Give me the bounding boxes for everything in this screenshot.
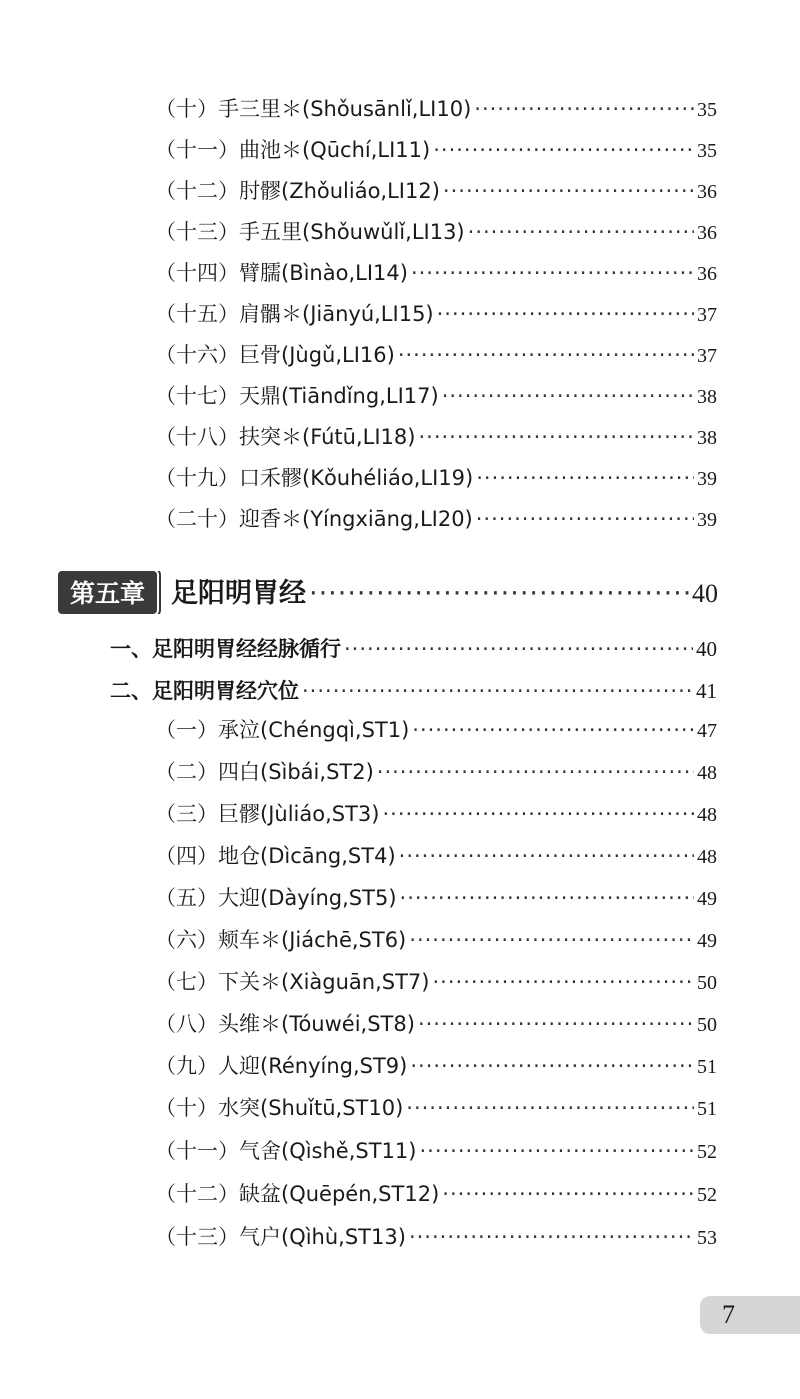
toc-entry-label: （七）下关＊(Xiàguān,ST7) — [155, 970, 430, 994]
toc-entry-page: 36 — [697, 263, 717, 285]
leader-dots — [442, 384, 694, 408]
leader-dots — [377, 760, 694, 784]
chapter-page: 40 — [692, 579, 718, 608]
toc-entry[interactable] — [155, 1221, 717, 1251]
leader-dots — [411, 261, 694, 285]
toc-entry-label: （十五）肩髃＊(Jiānyú,LI15) — [155, 302, 434, 326]
toc-section-label: 一、足阳明胃经经脉循行 — [110, 637, 341, 661]
toc-entry-label: （一）承泣(Chéngqì,ST1) — [155, 718, 410, 742]
leader-dots — [409, 1225, 694, 1249]
leader-dots — [468, 220, 694, 244]
toc-entry-page: 51 — [697, 1098, 717, 1120]
toc-entry-label: （十二）肘髎(Zhǒuliáo,LI12) — [155, 179, 440, 203]
toc-entry-page: 35 — [697, 140, 717, 162]
toc-entry[interactable] — [155, 756, 717, 786]
toc-entry[interactable] — [155, 134, 717, 164]
leader-dots — [400, 886, 694, 910]
leader-dots — [309, 578, 689, 609]
toc-entry-label: （四）地仓(Dìcāng,ST4) — [155, 844, 396, 868]
toc-entry-page: 37 — [697, 345, 717, 367]
toc-entry-page: 52 — [697, 1184, 717, 1206]
toc-entry-page: 48 — [697, 762, 717, 784]
toc-entry[interactable] — [155, 714, 717, 744]
toc-entry-label: （十二）缺盆(Quēpén,ST12) — [155, 1182, 440, 1206]
toc-entry-label: （十六）巨骨(Jùgǔ,LI16) — [155, 343, 395, 367]
toc-entry[interactable] — [155, 1135, 717, 1165]
leader-dots — [433, 970, 695, 994]
toc-entry-label: （十八）扶突＊(Fútū,LI18) — [155, 425, 416, 449]
toc-entry-page: 47 — [697, 720, 717, 742]
leader-dots — [433, 138, 694, 162]
toc-entry[interactable] — [155, 1008, 717, 1038]
toc-entry-label: （九）人迎(Rényíng,ST9) — [155, 1054, 408, 1078]
toc-entry-label: （八）头维＊(Tóuwéi,ST8) — [155, 1012, 415, 1036]
toc-entry-page: 48 — [697, 846, 717, 868]
toc-entry[interactable] — [155, 339, 717, 369]
toc-entry-page: 36 — [697, 181, 717, 203]
toc-entry-label: （十一）气舍(Qìshě,ST11) — [155, 1139, 417, 1163]
leader-dots — [443, 179, 694, 203]
toc-entry-label: （十七）天鼎(Tiāndǐng,LI17) — [155, 384, 439, 408]
toc-entry-page: 39 — [697, 509, 717, 531]
toc-entry[interactable] — [155, 798, 717, 828]
toc-entry-label: （五）大迎(Dàyíng,ST5) — [155, 886, 397, 910]
toc-section-page: 41 — [696, 679, 717, 703]
toc-entry-page: 49 — [697, 930, 717, 952]
leader-dots — [412, 718, 694, 742]
leader-dots — [474, 97, 694, 121]
toc-entry-label: （十四）臂臑(Bìnào,LI14) — [155, 261, 408, 285]
leader-dots — [399, 844, 694, 868]
toc-entry[interactable] — [155, 840, 717, 870]
toc-entry-page: 39 — [697, 468, 717, 490]
leader-dots — [476, 507, 694, 531]
toc-section-page: 40 — [696, 637, 717, 661]
toc-entry-page: 38 — [697, 427, 717, 449]
leader-dots — [409, 928, 694, 952]
page-number-tab — [700, 1296, 800, 1334]
toc-entry[interactable] — [155, 924, 717, 954]
toc-entry[interactable] — [155, 421, 717, 451]
leader-dots — [406, 1096, 694, 1120]
leader-dots — [419, 1139, 694, 1163]
toc-entry[interactable] — [155, 882, 717, 912]
chapter-heading[interactable] — [58, 571, 718, 614]
toc-entry-page: 51 — [697, 1056, 717, 1078]
toc-entry[interactable] — [155, 503, 717, 533]
leader-dots — [398, 343, 694, 367]
toc-entry[interactable] — [155, 175, 717, 205]
toc-entry[interactable] — [155, 257, 717, 287]
leader-dots — [344, 637, 693, 661]
leader-dots — [476, 466, 694, 490]
toc-entry-page: 36 — [697, 222, 717, 244]
toc-entry-page: 38 — [697, 386, 717, 408]
toc-entry-label: （十）手三里＊(Shǒusānlǐ,LI10) — [155, 97, 472, 121]
toc-section[interactable] — [110, 675, 717, 705]
toc-entry-page: 48 — [697, 804, 717, 826]
toc-entry-label: （二）四白(Sìbái,ST2) — [155, 760, 374, 784]
toc-entry-page: 52 — [697, 1141, 717, 1163]
leader-dots — [410, 1054, 694, 1078]
toc-entry-label: （十）水突(Shuǐtū,ST10) — [155, 1096, 404, 1120]
page-number: 7 — [722, 1300, 735, 1329]
toc-entry-label: （十一）曲池＊(Qūchí,LI11) — [155, 138, 431, 162]
leader-dots — [437, 302, 694, 326]
leader-dots — [302, 679, 693, 703]
toc-entry-label: （三）巨髎(Jùliáo,ST3) — [155, 802, 380, 826]
toc-entry[interactable] — [155, 1092, 717, 1122]
toc-entry[interactable] — [155, 380, 717, 410]
toc-entry-label: （十三）气户(Qìhù,ST13) — [155, 1225, 406, 1249]
toc-entry[interactable] — [155, 1178, 717, 1208]
toc-entry-label: （六）颊车＊(Jiáchē,ST6) — [155, 928, 407, 952]
toc-entry-page: 50 — [697, 1014, 717, 1036]
toc-entry[interactable] — [155, 216, 717, 246]
toc-entry-label: （十九）口禾髎(Kǒuhéliáo,LI19) — [155, 466, 474, 490]
toc-entry-page: 35 — [697, 99, 717, 121]
toc-entry-label: （十三）手五里(Shǒuwǔlǐ,LI13) — [155, 220, 465, 244]
toc-section[interactable] — [110, 633, 717, 663]
leader-dots — [382, 802, 694, 826]
leader-dots — [418, 425, 694, 449]
toc-entry[interactable] — [155, 93, 717, 123]
leader-dots — [418, 1012, 694, 1036]
toc-entry[interactable] — [155, 966, 717, 996]
chapter-title: 足阳明胃经 — [171, 578, 307, 609]
toc-entry[interactable] — [155, 298, 717, 328]
toc-entry-page: 50 — [697, 972, 717, 994]
toc-entry-page: 37 — [697, 304, 717, 326]
toc-entry-page: 53 — [697, 1227, 717, 1249]
toc-entry[interactable] — [155, 1050, 717, 1080]
toc-entry-page: 49 — [697, 888, 717, 910]
toc-section-label: 二、足阳明胃经穴位 — [110, 679, 299, 703]
toc-entry[interactable] — [155, 462, 717, 492]
toc-entry-label: （二十）迎香＊(Yíngxiāng,LI20) — [155, 507, 473, 531]
leader-dots — [442, 1182, 694, 1206]
chapter-badge: 第五章 — [58, 571, 157, 614]
